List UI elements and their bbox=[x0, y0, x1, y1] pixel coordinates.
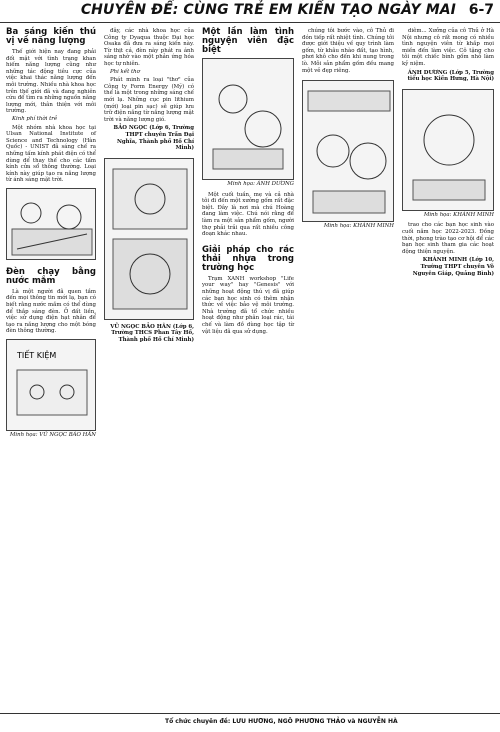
illustration-image bbox=[402, 89, 494, 211]
illustration-drawing bbox=[403, 90, 494, 210]
image-caption: Minh họa: KHÁNH MINH bbox=[323, 223, 394, 230]
illustration-image bbox=[202, 58, 294, 180]
column-4 bbox=[302, 28, 394, 234]
page-number: 6-7 bbox=[468, 2, 494, 18]
article-paragraph: đây, các nhà khoa học của Công ty Dyaqua thuộc Đại học Osaka đã đưa ra sáng kiến này. Từ thịt cá, đèn này phát ra ánh sáng nhờ vào một phản ứng hóa học tự nhiên. bbox=[104, 28, 194, 67]
article-paragraph: Trạm XANH workshop "Life your way" hay "Genesis" với những hoạt động thú vị đã giúp các bạn học sinh có thêm nhận thức về việc bảo vệ môi trường. Nhà trường đã tổ chức nhiều hoạt động như phân loại rác, tái chế và làm đồ dùng học tập từ vật liệu đã qua sử dụng. bbox=[202, 275, 294, 335]
column-1 bbox=[6, 28, 96, 443]
article-title: Một lần làm tình nguyện viên đặc biệt bbox=[202, 27, 294, 55]
column-3 bbox=[202, 28, 294, 337]
illustration-drawing bbox=[7, 189, 96, 259]
article-paragraph: chúng tôi bước vào, cô Thủ đi đón tiếp rất nhiệt tình. Chúng tôi được giới thiệu về quy trình làm gốm, từ khâu nhào đất, tạo hình, phơi khô cho đến khi nung trong lò. Mỗi sản phẩm gốm đều mang một vẻ đẹp riêng. bbox=[302, 28, 394, 74]
footer-credit: Tổ chức chuyên đề: LƯU HƯƠNG, NGÔ PHƯƠNG THẢO và NGUYỄN HÀ bbox=[165, 718, 398, 725]
section-title: CHUYÊN ĐỀ: CÙNG TRẺ EM KIẾN TẠO NGÀY MAI bbox=[80, 2, 456, 18]
illustration-drawing bbox=[7, 340, 96, 430]
illustration-drawing bbox=[203, 59, 294, 179]
column-5 bbox=[402, 28, 494, 283]
page-header bbox=[0, 0, 500, 23]
image-caption: Minh họa: VŨ NGỌC BẢO HÂN bbox=[9, 432, 96, 439]
article-author: BẢO NGỌC (Lớp 6, Trường THPT chuyên Trần Đại Nghĩa, Thành phố Hồ Chí Minh) bbox=[113, 125, 194, 152]
article-title: Đèn chạy bằng nước mắm bbox=[6, 266, 96, 286]
svg-text:TIẾT KIỆM: TIẾT KIỆM bbox=[17, 351, 57, 361]
article-author: VŨ NGỌC BẢO HÂN (Lớp 6, Trường THCS Phan Tây Hồ, Thành phố Hồ Chí Minh) bbox=[110, 323, 194, 343]
article-paragraph: Một cuối tuần, mẹ và cả nhà tôi đi đến một xưởng gốm rất đặc biệt. Đây là nơi mà chú Hoàng đang làm việc. Chú nói rằng để làm ra một sản phẩm gốm, người thợ phải trải qua rất nhiều công đoạn khác nhau. bbox=[202, 191, 294, 238]
illustration-image bbox=[302, 80, 394, 222]
article-paragraph: diêm... Xưởng của cô Thủ ở Hà Nội nhưng cô rất mong có nhiều tình nguyện viên từ khắp mọi miền đến làm việc. Cô tặng cho tôi một chiếc bình gốm nhỏ làm kỷ niệm. bbox=[402, 28, 494, 67]
illustration-drawing bbox=[105, 159, 194, 319]
article-subheading: Kinh phí thời trẻ bbox=[12, 116, 58, 123]
column-2 bbox=[104, 28, 194, 349]
article-title: Ba sáng kiến thú vị về năng lượng bbox=[6, 27, 96, 46]
page-footer bbox=[0, 713, 500, 732]
article-paragraph: Một nhóm nhà khoa học tại Ulsan National Institute of Science and Technology (Hàn Quốc) - UNIST đã sáng chế ra những tấm kính phát điện có thể dùng để thay thế cho các tấm kính cửa sổ thông thường. Loại kính này giúp tạo ra năng lượng từ ánh sáng mặt trời. bbox=[6, 124, 96, 184]
article-title: Giải pháp cho rác thải nhựa trong trường học bbox=[202, 244, 294, 273]
illustration-image bbox=[104, 158, 194, 320]
article-paragraph: Là một người đã quen tầm đến mọi thông tin mới lạ, bạn có biết rằng nước mắm có thể dùng để thắp sáng đèn. Ở đất liền, việc sử dụng điện hạt nhân để tạo ra năng lượng cho một bóng đèn thông thường. bbox=[6, 288, 96, 335]
illustration-image bbox=[6, 188, 96, 260]
article-author: KHÁNH MINH (Lớp 10, Trường THPT chuyên Võ Nguyên Giáp, Quảng Bình) bbox=[412, 257, 494, 277]
image-caption: Minh họa: KHÁNH MINH bbox=[423, 211, 494, 218]
article-paragraph: Phát minh ra loại "thơ" của Công ty Form Energy (Mỹ) có thể là một trong những sáng chế mới lạ. Những cục pin lithium (mới) loại pin sạc) sẽ giúp lưu trữ điện năng từ năng lượng mặt trời và năng lượng gió. bbox=[104, 77, 194, 123]
article-paragraph: Thế giới hiện nay đang phải đối mặt với tình trạng khan hiếm năng lượng cũng như những tác động tiêu cực của việc khai thác năng lượng đến môi trường. Nhiều nhà khoa học trên thế giới đã và đang nghiên cứu để tìm ra những nguồn năng lượng mới, thân thiện với môi trường. bbox=[6, 49, 96, 115]
article-author: ÁNH DƯƠNG (Lớp 5, Trường tiểu học Kiến Hưng, Hà Nội) bbox=[407, 69, 494, 83]
illustration-image bbox=[6, 339, 96, 431]
illustration-drawing bbox=[303, 81, 394, 221]
article-subheading: Phi kết thơ bbox=[110, 69, 140, 76]
article-paragraph: trao cho các bạn học sinh vào cuối năm học 2022-2023. Đồng thời, phong trào tạo cơ hội để các bạn học sinh tham gia các hoạt động thiện nguyện. bbox=[402, 222, 494, 255]
image-caption: Minh họa: ÁNH DƯƠNG bbox=[227, 181, 294, 187]
